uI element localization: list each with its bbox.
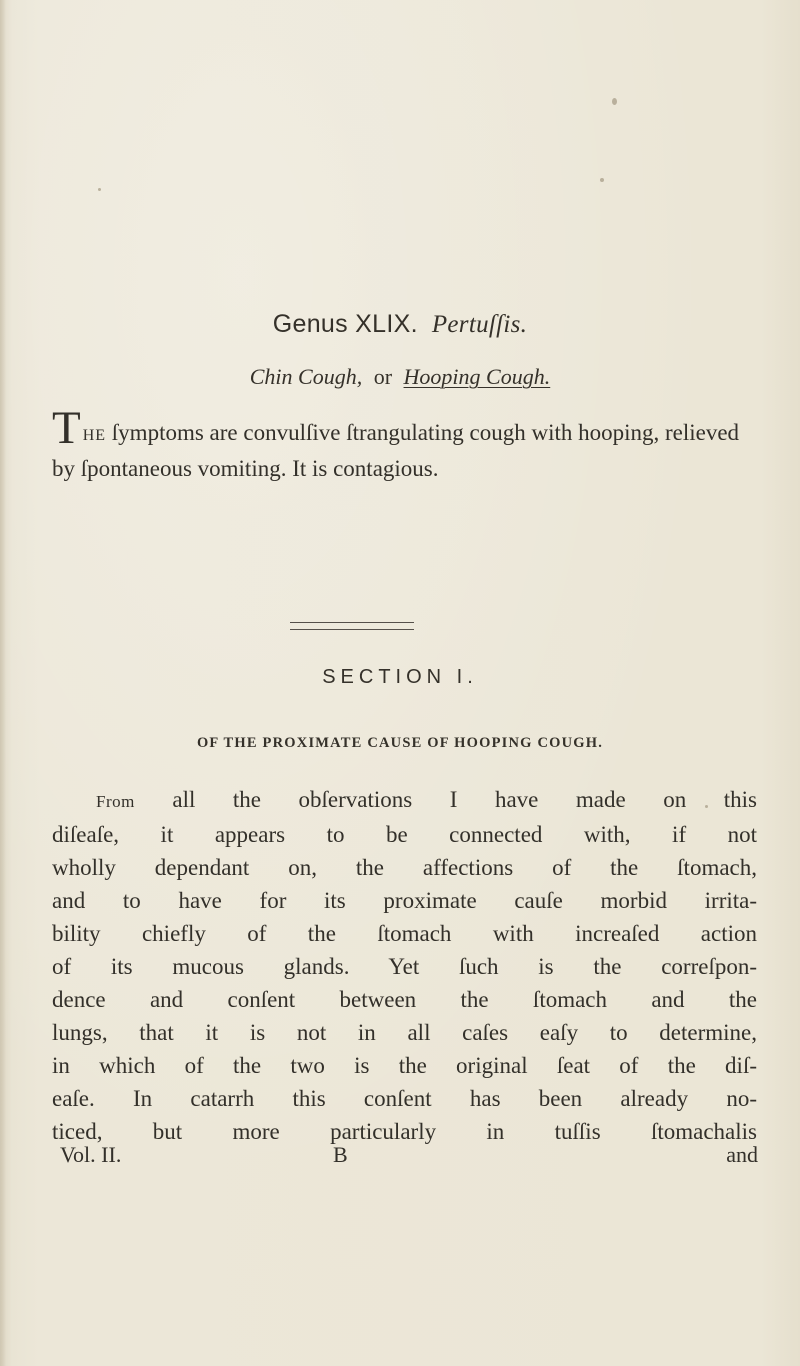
body-line: wholly dependant on, the affections of the ſtomach, [52, 855, 757, 880]
body-line: diſeaſe, it appears to be connected with, if not [52, 822, 757, 847]
catchword: and [726, 1142, 758, 1167]
section-title: SECTION I. [322, 666, 478, 688]
genus-subtitle [0, 364, 800, 390]
intro-paragraph [52, 402, 757, 485]
paper-speck [600, 178, 604, 182]
double-rule-divider [290, 622, 414, 630]
paper-speck [612, 98, 617, 105]
body-line: bility chiefly of the ſtomach with increaſed action [52, 921, 757, 946]
opening-small-caps: From [96, 792, 135, 811]
subtitle-chin-cough: Chin Cough, [249, 364, 363, 389]
body-line [52, 783, 757, 818]
body-line: dence and conſent between the ſtomach and the [52, 987, 757, 1012]
body-line-text: all the obſervations I have made on this [172, 787, 757, 812]
body-line: and to have for its proximate cauſe morbid irrita- [52, 888, 757, 913]
genus-number: Genus XLIX. [272, 310, 418, 338]
body-paragraph [52, 783, 757, 1148]
genus-heading [0, 310, 800, 339]
section-subtitle: OF THE PROXIMATE CAUSE OF HOOPING COUGH. [196, 735, 604, 751]
volume-number: Vol. II. [60, 1142, 122, 1167]
body-line: eaſe. In catarrh this conſent has been already no- [52, 1086, 757, 1111]
signature-mark: B [333, 1142, 348, 1167]
subtitle-or: or [373, 364, 393, 389]
intro-small-caps: HE [82, 427, 107, 444]
body-line: ticed, but more particularly in tuſſis ſtomachalis [52, 1119, 757, 1144]
body-line: lungs, that it is not in all caſes eaſy to determine, [52, 1020, 757, 1045]
paper-speck [98, 188, 101, 191]
intro-text: ſymptoms are convulſive ſtrangulating cough with hooping, relieved by ſpontaneous vomiting. It is contagious. [52, 420, 740, 481]
genus-latin-name: Pertuſſis. [431, 311, 528, 338]
subtitle-hooping-cough: Hooping Cough. [403, 364, 551, 389]
body-line: of its mucous glands. Yet ſuch is the correſpon- [52, 954, 757, 979]
body-line: in which of the two is the original ſeat of the diſ- [52, 1053, 757, 1078]
drop-cap: T [52, 402, 81, 454]
